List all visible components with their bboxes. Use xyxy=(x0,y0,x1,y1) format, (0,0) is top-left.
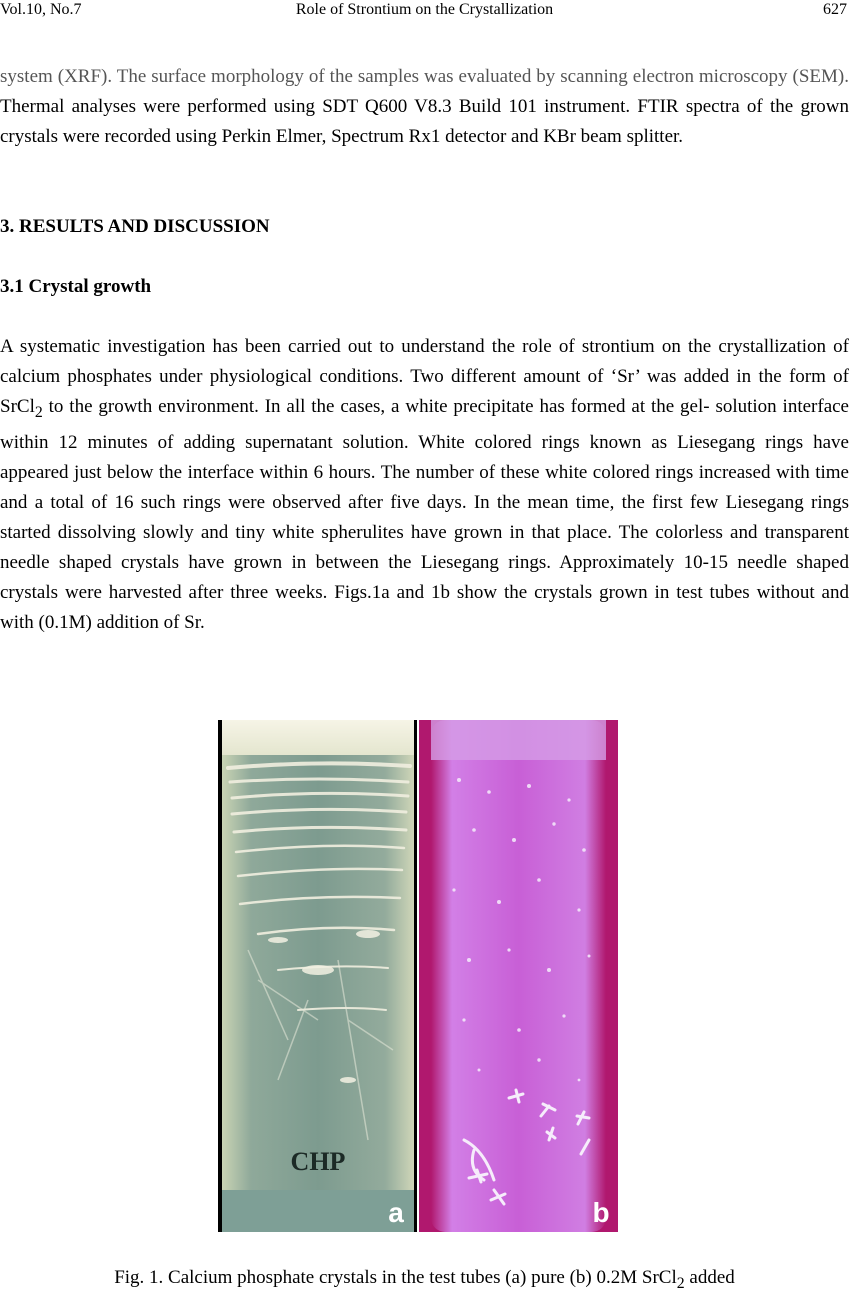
growth-text-part1: A systematic investigation has been carried out to understand the role of strontium on the crystallization of calcium phosphates under physiological conditions. Two different amount of ‘Sr’ was added in the form of SrCl xyxy=(0,336,849,417)
growth-subscript: 2 xyxy=(34,403,43,421)
test-tube-photo-a xyxy=(218,720,417,1232)
panel-letter-b: b xyxy=(592,1197,610,1228)
figure-1 xyxy=(218,720,620,1232)
page-header xyxy=(0,0,849,22)
subsection-heading: 3.1 Crystal growth xyxy=(0,276,152,297)
growth-text-part2: to the growth environment. In all the cases, a white precipitate has formed at the gel- solution interface within 12 minutes of adding supernatant solution. White colored rings known as Liesegang rings have appeared just below the interface within 6 hours. The number of these white colored rings increased with time and a total of 16 such rings were observed after five days. In the mean time, the first few Liesegang rings started dissolving slowly and tiny white spherulites have grown in that place. The colorless and transparent needle shaped crystals have grown in between the Liesegang rings. Approximately 10-15 needle shaped crystals were harvested after three weeks. Figs.1a and 1b show the crystals grown in test tubes without and with (0.1M) addition of Sr. xyxy=(0,396,849,633)
caption-subscript: 2 xyxy=(676,1274,685,1292)
journal-volume: Vol.10, No.7 xyxy=(0,1,82,18)
tube-b-illustration xyxy=(419,720,618,1232)
caption-text-part2: added xyxy=(684,1267,735,1288)
caption-text-part1: Fig. 1. Calcium phosphate crystals in the test tubes (a) pure (b) 0.2M SrCl xyxy=(114,1267,677,1288)
running-title: Role of Strontium on the Crystallization xyxy=(295,1,554,18)
section-heading: 3. RESULTS AND DISCUSSION xyxy=(0,216,270,237)
tube-label-chp: CHP xyxy=(290,1147,346,1176)
test-tube-photo-b xyxy=(419,720,618,1232)
figure-caption xyxy=(0,1265,849,1297)
page-number: 627 xyxy=(823,1,847,18)
methods-sentence-sem: system (XRF). The surface morphology of the samples was evaluated by scanning electron microscopy (SEM). xyxy=(0,66,849,87)
tube-a-illustration xyxy=(218,720,417,1232)
methods-sentence-thermal: Thermal analyses were performed using SDT Q600 V8.3 Build 101 instrument. FTIR spectra of the grown crystals were recorded using Perkin Elmer, Spectrum Rx1 detector and KBr beam splitter. xyxy=(0,96,849,147)
crystal-growth-paragraph xyxy=(0,332,849,638)
panel-letter-a: a xyxy=(388,1197,404,1228)
methods-paragraph xyxy=(0,62,849,152)
